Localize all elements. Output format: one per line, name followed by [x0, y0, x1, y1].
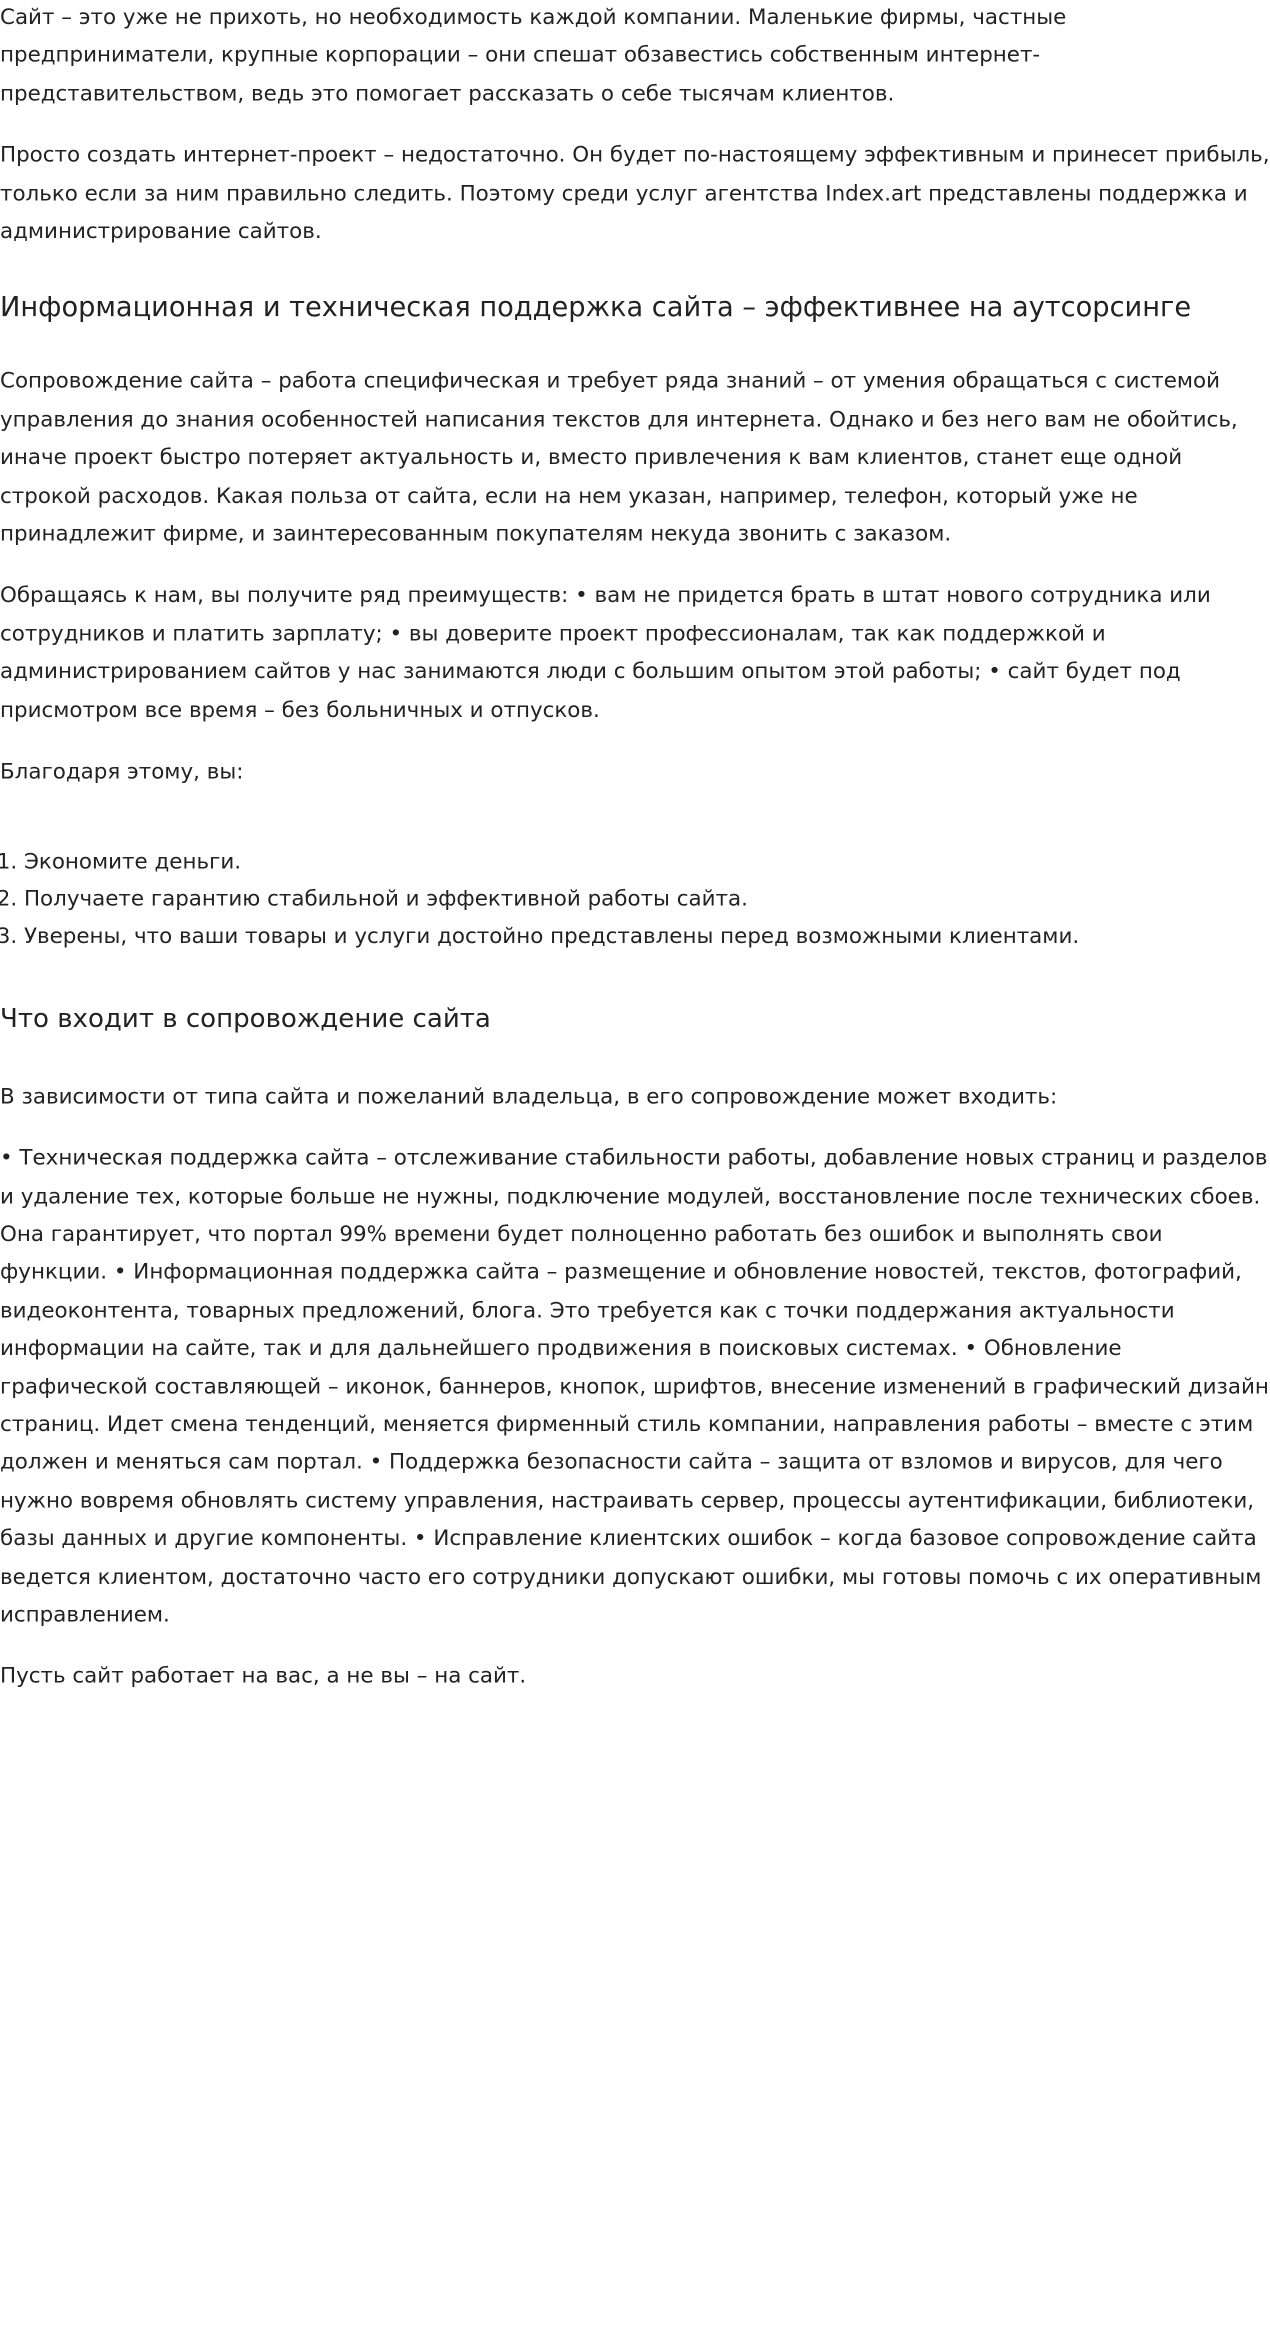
section1-paragraph-3: Благодаря этому, вы:	[0, 760, 244, 785]
intro-paragraph-1: Сайт – это уже не прихоть, но необходимость каждой компании. Маленькие фирмы, частные предприниматели, крупные корпорации – они спешат обзавестись собственным интернет-представительством, ведь это помогает рассказать о себе тысячам клиентов.	[0, 5, 1067, 107]
section-heading-what-included: Что входит в сопровождение сайта	[0, 1004, 491, 1035]
section1-paragraph-1: Сопровождение сайта – работа специфическая и требует ряда знаний – от умения обращаться с системой управления до знания особенностей написания текстов для интернета. Однако и без него вам не обойтись, иначе проект быстро потеряет актуальность и, вместо привлечения к вам клиентов, станет еще одной строкой расходов. Какая польза от сайта, если на нем указан, например, телефон, который уже не принадлежит фирме, и заинтересованным покупателям некуда звонить с заказом.	[0, 370, 1238, 547]
benefits-list	[0, 844, 1270, 958]
list-item: 2. Получаете гарантию стабильной и эффективной работы сайта.	[24, 882, 1270, 920]
section2-paragraph-1: В зависимости от типа сайта и пожеланий владельца, в его сопровождение может входить:	[0, 1084, 1058, 1109]
intro-paragraph-2: Просто создать интернет-проект – недостаточно. Он будет по-настоящему эффективным и принесет прибыль, только если за ним правильно следить. Поэтому среди услуг агентства Index.art представлены поддержка и администрирование сайтов.	[0, 144, 1270, 245]
list-item: 3. Уверены, что ваши товары и услуги достойно представлены перед возможными клиентами.	[24, 920, 1270, 958]
section2-paragraph-3: Пусть сайт работает на вас, а не вы – на сайт.	[0, 1665, 527, 1690]
section2-paragraph-2: • Техническая поддержка сайта – отслеживание стабильности работы, добавление новых страниц и разделов и удаление тех, которые больше не нужны, подключение модулей, восстановление после технических сбоев. Она гарантирует, что портал 99% времени будет полноценно работать без ошибок и выполнять свои функции. • Информационная поддержка сайта – размещение и обновление новостей, текстов, фотографий, видеоконтента, товарных предложений, блога. Это требуется как с точки поддержания актуальности информации на сайте, так и для дальнейшего продвижения в поисковых системах. • Обновление графической составляющей – иконок, баннеров, кнопок, шрифтов, внесение изменений в графический дизайн страниц. Идет смена тенденций, меняется фирменный стиль компании, направления работы – вместе с этим должен и меняться сам портал. • Поддержка безопасности сайта – защита от взломов и вирусов, для чего нужно вовремя обновлять систему управления, настраивать сервер, процессы аутентификации, библиотеки, базы данных и другие компоненты. • Исправление клиентских ошибок – когда базовое сопровождение сайта ведется клиентом, достаточно часто его сотрудники допускают ошибки, мы готовы помочь с их оперативным исправлением.	[0, 1146, 1269, 1628]
section-heading-support-outsourcing: Информационная и техническая поддержка сайта – эффективнее на аутсорсинге	[0, 292, 1192, 325]
section1-paragraph-2: Обращаясь к нам, вы получите ряд преимуществ: • вам не придется брать в штат нового сотрудника или сотрудников и платить зарплату; • вы доверите проект профессионалам, так как поддержкой и администрированием сайтов у нас занимаются люди с большим опытом этой работы; • сайт будет под присмотром все время – без больничных и отпусков.	[0, 584, 1211, 723]
list-item: 1. Экономите деньги.	[24, 844, 1270, 882]
